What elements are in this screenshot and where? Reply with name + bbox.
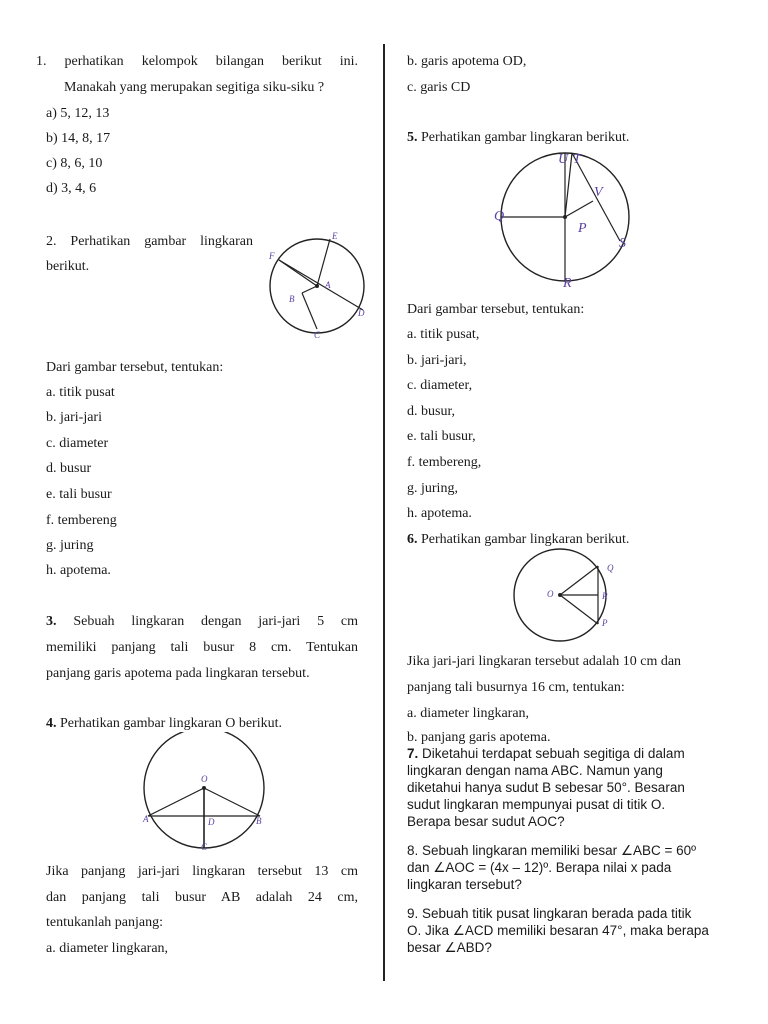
q2-item-d: d. busur xyxy=(46,461,92,476)
q2-line1: 2. Perhatikan gambar lingkaran xyxy=(46,234,253,249)
q2-item-f: f. tembereng xyxy=(46,513,117,528)
q5-item-f: f. tembereng, xyxy=(407,455,482,470)
q4-item-a: a. diameter lingkaran, xyxy=(46,941,169,956)
column-divider xyxy=(383,44,385,981)
q8-line3: lingkaran tersebut? xyxy=(407,877,522,892)
q1-line1: 1. perhatikan kelompok bilangan berikut ini. xyxy=(36,54,358,69)
q5-title xyxy=(407,130,629,147)
q5-intro: Dari gambar tersebut, tentukan: xyxy=(407,302,585,317)
q2-label-d: D xyxy=(358,308,365,318)
q4-label-o: O xyxy=(201,774,208,784)
q4-line3: tentukanlah panjang: xyxy=(46,915,164,930)
q9-line3: besar ∠ABD? xyxy=(407,940,492,955)
q5-item-e: e. tali busur, xyxy=(407,429,476,444)
q8-line1: 8. Sebuah lingkaran memiliki besar ∠ABC = 60º xyxy=(407,843,697,858)
q1-option-a: a) 5, 12, 13 xyxy=(46,106,110,121)
q5-label-u: U xyxy=(558,152,569,167)
q5-item-c: c. diameter, xyxy=(407,378,473,393)
q6-line1: Jika jari-jari lingkaran tersebut adalah 10 cm dan xyxy=(407,654,682,669)
q6-label-o: O xyxy=(547,589,554,599)
q1-line2: Manakah yang merupakan segitiga siku-siku ? xyxy=(64,80,325,95)
q4-label-a: A xyxy=(143,814,149,824)
q4-title xyxy=(46,716,282,733)
q9-line2: O. Jika ∠ACD memiliki besaran 47°, maka berapa xyxy=(407,923,709,938)
q3-line1-text: Sebuah lingkaran dengan jari-jari 5 cm xyxy=(56,614,358,629)
q5-label-r: R xyxy=(563,276,572,290)
q9-line1: 9. Sebuah titik pusat lingkaran berada pada titik xyxy=(407,906,692,921)
q3-number: 3. xyxy=(46,614,57,629)
q6-label-p: P xyxy=(602,618,608,628)
q1-option-c: c) 8, 6, 10 xyxy=(46,156,103,171)
q3-line3: panjang garis apotema pada lingkaran tersebut. xyxy=(46,666,310,681)
q4-item-b: b. garis apotema OD, xyxy=(407,54,527,69)
q1-option-b: b) 14, 8, 17 xyxy=(46,131,111,146)
q5-circle-figure xyxy=(490,148,640,290)
q4-number: 4. xyxy=(46,716,57,731)
q6-item-b: b. panjang garis apotema. xyxy=(407,730,551,745)
q2-intro: Dari gambar tersebut, tentukan: xyxy=(46,360,224,375)
q2-item-b: b. jari-jari xyxy=(46,410,102,425)
q4-title-text: Perhatikan gambar lingkaran O berikut. xyxy=(56,716,282,731)
q2-label-a: A xyxy=(325,280,331,290)
q2-item-g: g. juring xyxy=(46,538,94,553)
q7-line1-text: Diketahui terdapat sebuah segitiga di dalam xyxy=(418,746,685,761)
q5-item-a: a. titik pusat, xyxy=(407,327,480,342)
q2-circle-figure xyxy=(262,226,374,344)
q7-line4: sudut lingkaran mempunyai pusat di titik O. xyxy=(407,797,666,812)
q6-circle-figure xyxy=(506,546,624,646)
q2-label-c: C xyxy=(314,330,321,340)
q5-label-t: T xyxy=(573,152,581,167)
q3-line2: memiliki panjang tali busur 8 cm. Tentukan xyxy=(46,640,358,655)
q7-line3: diketahui hanya sudut B sebesar 50°. Besaran xyxy=(407,780,685,795)
q5-item-h: h. apotema. xyxy=(407,506,472,521)
q6-label-q: Q xyxy=(607,563,614,573)
q2-line2: berikut. xyxy=(46,259,90,274)
q5-label-v: V xyxy=(594,185,603,200)
q4-item-c: c. garis CD xyxy=(407,80,471,95)
q4-line2: dan panjang tali busur AB adalah 24 cm, xyxy=(46,890,358,905)
q5-label-p: P xyxy=(578,221,587,236)
q7-number: 7. xyxy=(407,746,419,761)
q5-label-q: Q xyxy=(494,209,505,224)
q6-number: 6. xyxy=(407,532,418,547)
q7-line1 xyxy=(407,746,685,762)
q2-label-b: B xyxy=(289,294,295,304)
q1-option-d: d) 3, 4, 6 xyxy=(46,181,97,196)
q5-title-text: Perhatikan gambar lingkaran berikut. xyxy=(417,130,630,145)
q5-item-g: g. juring, xyxy=(407,481,458,496)
q6-label-r: R xyxy=(602,591,608,601)
q5-item-d: d. busur, xyxy=(407,404,456,419)
q5-number: 5. xyxy=(407,130,418,145)
q5-item-b: b. jari-jari, xyxy=(407,353,467,368)
q2-label-f: F xyxy=(269,251,275,261)
q6-line2: panjang tali busurnya 16 cm, tentukan: xyxy=(407,680,625,695)
q4-label-b: B xyxy=(256,816,262,826)
q4-label-d: D xyxy=(208,817,215,827)
q2-item-c: c. diameter xyxy=(46,436,109,451)
q7-line5: Berapa besar sudut AOC? xyxy=(407,814,565,829)
q4-circle-figure xyxy=(138,732,270,852)
q2-item-e: e. tali busur xyxy=(46,487,112,502)
q7-line2: lingkaran dengan nama ABC. Namun yang xyxy=(407,763,663,778)
q2-item-a: a. titik pusat xyxy=(46,385,115,400)
q4-line1: Jika panjang jari-jari lingkaran tersebut 13 cm xyxy=(46,864,358,879)
q2-item-h: h. apotema. xyxy=(46,563,111,578)
q5-label-s: S xyxy=(619,236,626,251)
q2-label-e: E xyxy=(332,231,338,241)
q4-label-c: C xyxy=(201,842,208,852)
q6-title-text: Perhatikan gambar lingkaran berikut. xyxy=(417,532,630,547)
q6-item-a: a. diameter lingkaran, xyxy=(407,706,530,721)
q3-line1 xyxy=(46,614,358,631)
q8-line2: dan ∠AOC = (4x – 12)º. Berapa nilai x pada xyxy=(407,860,672,875)
